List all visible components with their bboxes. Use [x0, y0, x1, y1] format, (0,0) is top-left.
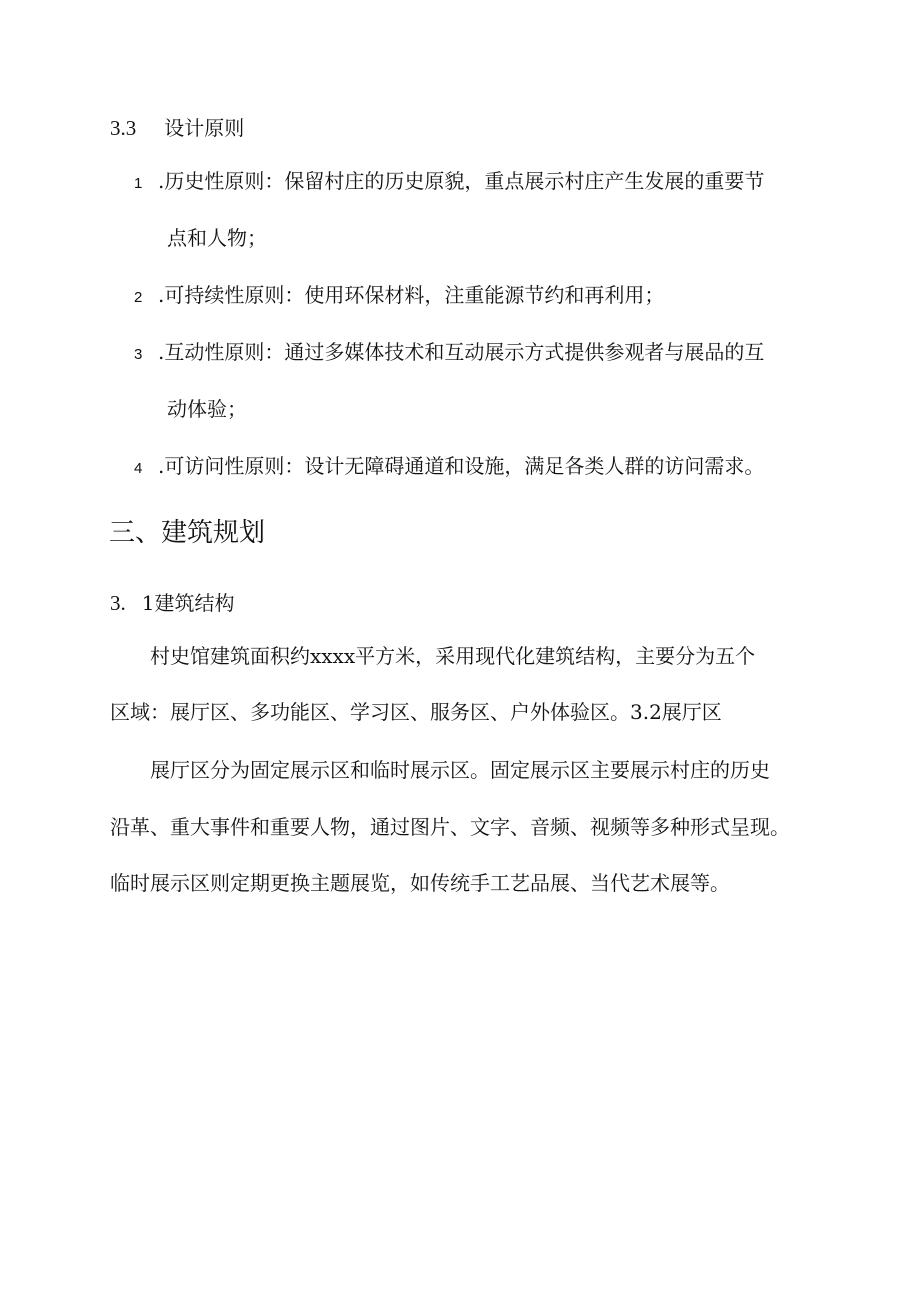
list-item-continuation	[167, 395, 247, 423]
list-item-number: 2	[134, 289, 143, 306]
section-title: 1建筑结构	[141, 591, 235, 615]
paragraph-line: 村史馆建筑面积约xxxx平方米，采用现代化建筑结构，主要分为五个	[150, 644, 756, 668]
list-item-number: 3	[134, 346, 143, 363]
list-item	[134, 338, 764, 369]
section-title: 设计原则	[164, 116, 245, 140]
paragraph-line: 展厅区分为固定展示区和临时展示区。固定展示区主要展示村庄的历史	[150, 758, 770, 782]
list-item	[134, 452, 764, 483]
list-item	[134, 167, 764, 198]
list-item-continuation	[167, 224, 267, 252]
paragraph-line: 临时展示区则定期更换主题展览，如传统手工艺品展、当代艺术展等。	[110, 871, 730, 895]
section-number: 3.	[110, 591, 126, 615]
list-item-text: .可持续性原则：使用环保材料，注重能源节约和再利用；	[158, 283, 665, 307]
list-item-text: .互动性原则：通过多媒体技术和互动展示方式提供参观者与展品的互	[158, 340, 765, 364]
chapter-heading: 三、建筑规划	[109, 518, 266, 548]
list-item-text: 点和人物；	[167, 226, 267, 250]
list-item-number: 4	[134, 460, 143, 477]
section-heading-3-1	[110, 589, 234, 617]
paragraph-line: 区域：展厅区、多功能区、学习区、服务区、户外体验区。3.2展厅区	[110, 700, 722, 724]
list-item-text: 动体验；	[167, 397, 247, 421]
list-item-text: .可访问性原则：设计无障碍通道和设施，满足各类人群的访问需求。	[158, 454, 765, 478]
list-item-text: .历史性原则：保留村庄的历史原貌，重点展示村庄产生发展的重要节	[158, 169, 765, 193]
list-item-number: 1	[134, 175, 143, 192]
section-number: 3.3	[110, 116, 137, 140]
paragraph-line: 沿革、重大事件和重要人物，通过图片、文字、音频、视频等多种形式呈现。	[110, 815, 790, 839]
list-item	[134, 281, 664, 312]
section-heading-3-3	[110, 114, 244, 142]
